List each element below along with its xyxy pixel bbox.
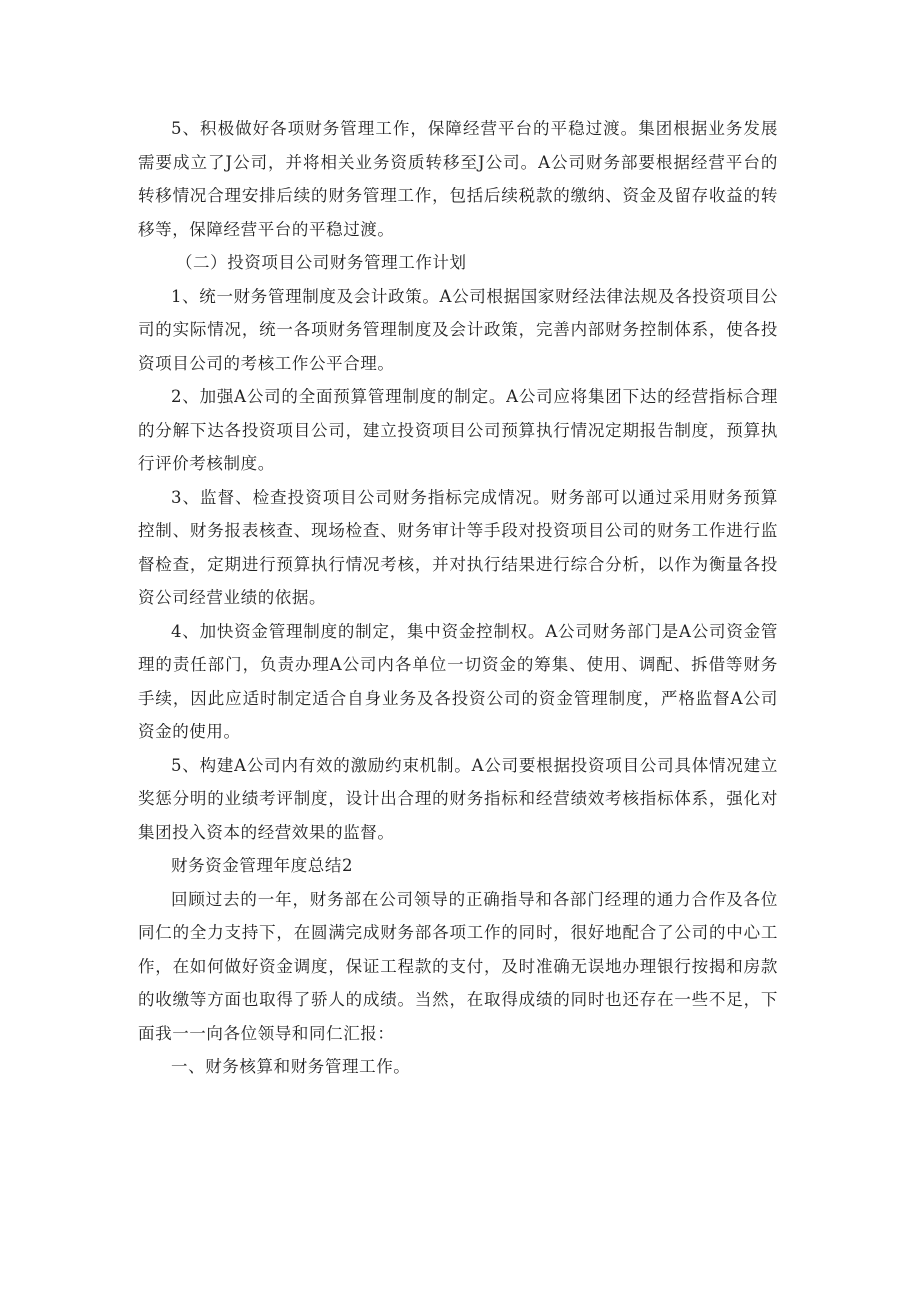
paragraph-item-5-platform-transition: 5、积极做好各项财务管理工作，保障经营平台的平稳过渡。集团根据业务发展需要成立了J公司，并将相关业务资质转移至J公司。A公司财务部要根据经营平台的转移情况合理安排后续的财务管理工作，包括后续税款的缴纳、资金及留存收益的转移等，保障经营平台的平稳过渡。 [138,119,778,239]
paragraph-review-summary: 回顾过去的一年，财务部在公司领导的正确指导和各部门经理的通力合作及各位同仁的全力支持下，在圆满完成财务部各项工作的同时，很好地配合了公司的中心工作，在如何做好资金调度，保证工程款的支付，及时准确无误地办理银行按揭和房款的收缴等方面也取得了骄人的成绩。当然，在取得成绩的同时也还存在一些不足，下面我一一向各位领导和同仁汇报： [138,889,778,1043]
paragraph-item-5-incentive-mechanism: 5、构建A公司内有效的激励约束机制。A公司要根据投资项目公司具体情况建立奖惩分明的业绩考评制度，设计出合理的财务指标和经营绩效考核指标体系，强化对集团投入资本的经营效果的监督。 [138,755,778,842]
paragraph-item-1-unified-policy: 1、统一财务管理制度及会计政策。A公司根据国家财经法律法规及各投资项目公司的实际情况，统一各项财务管理制度及会计政策，完善内部财务控制体系，使各投资项目公司的考核工作公平合理。 [138,286,778,373]
document-subtitle: 财务资金管理年度总结2 [171,856,354,875]
paragraph-item-3-supervision: 3、监督、检查投资项目公司财务指标完成情况。财务部可以通过采用财务预算控制、财务报表核查、现场检查、财务审计等手段对投资项目公司的财务工作进行监督检查，定期进行预算执行情况考核，并对执行结果进行综合分析，以作为衡量各投资公司经营业绩的依据。 [138,487,778,607]
section-heading-investment-plan: （二）投资项目公司财务管理工作计划 [175,253,467,272]
section-heading-accounting-work: 一、财务核算和财务管理工作。 [171,1057,411,1076]
document-body [138,112,778,1084]
paragraph-item-2-budget-management: 2、加强A公司的全面预算管理制度的制定。A公司应将集团下达的经营指标合理的分解下达各投资项目公司，建立投资项目公司预算执行情况定期报告制度，预算执行评价考核制度。 [138,387,778,473]
paragraph-item-4-fund-management: 4、加快资金管理制度的制定，集中资金控制权。A公司财务部门是A公司资金管理的责任部门，负责办理A公司内各单位一切资金的筹集、使用、调配、拆借等财务手续，因此应适时制定适合自身业务及各投资公司的资金管理制度，严格监督A公司资金的使用。 [138,621,778,741]
